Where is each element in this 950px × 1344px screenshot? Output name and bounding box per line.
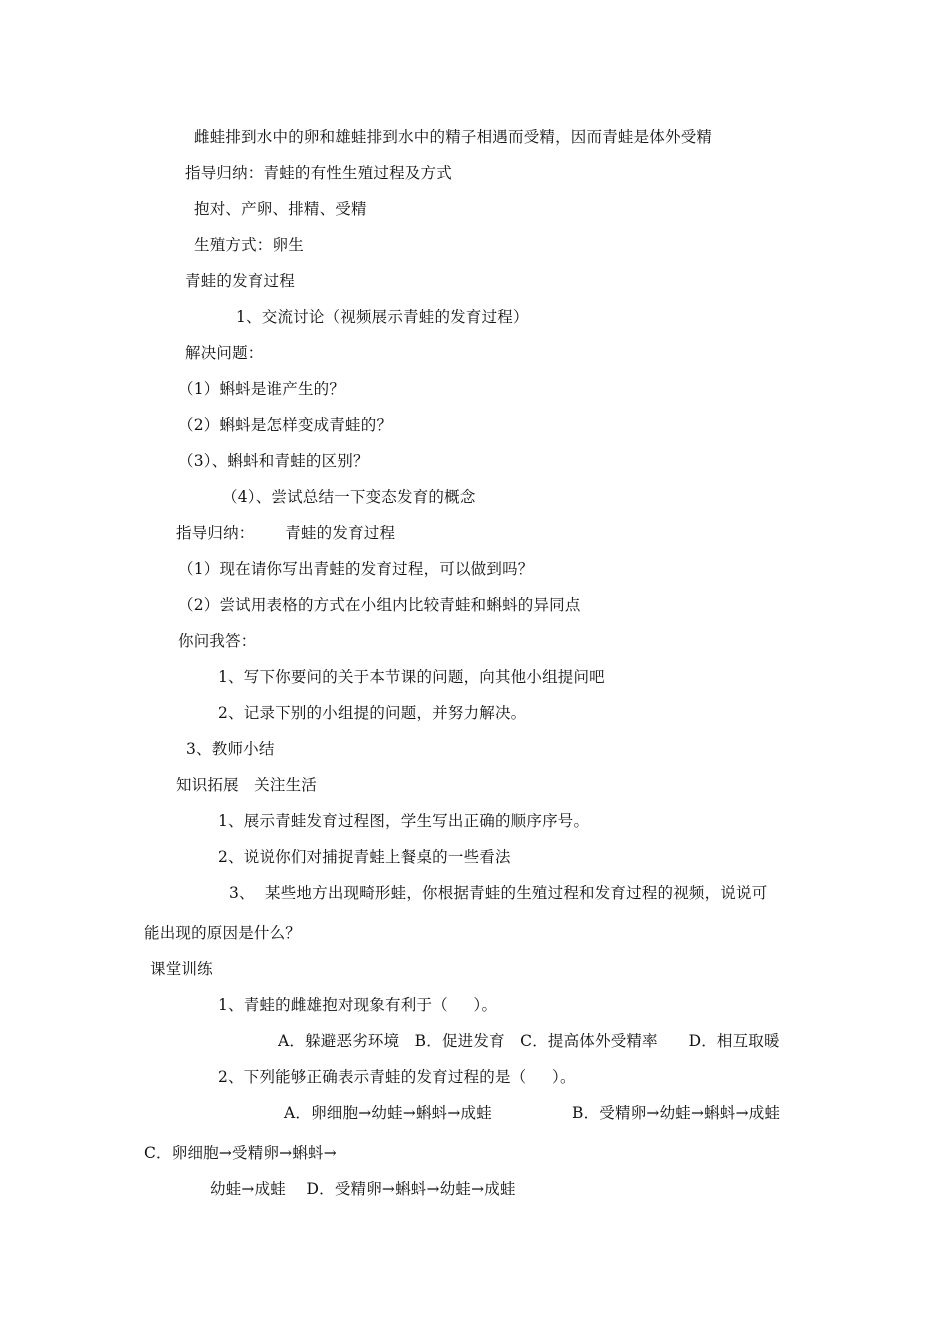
text-line: 解决问题： (185, 344, 264, 362)
text-line: 1、展示青蛙发育过程图，学生写出正确的顺序序号。 (218, 812, 590, 830)
text-line: 知识拓展 关注生活 (176, 776, 317, 794)
text-line: （4）、尝试总结一下变态发育的概念 (222, 488, 476, 506)
text-line: 2、说说你们对捕捉青蛙上餐桌的一些看法 (218, 848, 511, 866)
text-line: （1）现在请你写出青蛙的发育过程，可以做到吗？ (178, 560, 534, 578)
text-line: （2）尝试用表格的方式在小组内比较青蛙和蝌蚪的异同点 (178, 596, 581, 614)
text-line: 青蛙的发育过程 (185, 272, 295, 290)
text-line: 抱对、产卵、排精、受精 (194, 200, 367, 218)
text-line: 课堂训练 (150, 960, 213, 978)
text-line: C．卵细胞→受精卵→蝌蚪→ (144, 1144, 337, 1162)
text-line: （3）、蝌蚪和青蛙的区别？ (178, 452, 369, 470)
text-line: （2）蝌蚪是怎样变成青蛙的？ (178, 416, 393, 434)
text-line: 幼蛙→成蛙 D．受精卵→蝌蚪→幼蛙→成蛙 (210, 1180, 516, 1198)
text-line: 指导归纳：青蛙的有性生殖过程及方式 (185, 164, 452, 182)
text-line: 雌蛙排到水中的卵和雄蛙排到水中的精子相遇而受精，因而青蛙是体外受精 (194, 128, 713, 146)
text-line: 3、教师小结 (186, 740, 275, 758)
text-line: 2、下列能够正确表示青蛙的发育过程的是（ ）。 (218, 1068, 576, 1086)
text-line: A．卵细胞→幼蛙→蝌蚪→成蛙 (284, 1104, 492, 1122)
text-line: 3、 某些地方出现畸形蛙，你根据青蛙的生殖过程和发育过程的视频，说说可 (229, 884, 768, 902)
text-line: 能出现的原因是什么？ (144, 924, 302, 942)
text-line: 指导归纳： 青蛙的发育过程 (176, 524, 396, 542)
text-line: 1、写下你要问的关于本节课的问题，向其他小组提问吧 (218, 668, 605, 686)
text-line: 你问我答： (178, 632, 257, 650)
text-line: B．受精卵→幼蛙→蝌蚪→成蛙 (572, 1104, 781, 1122)
text-line: （1）蝌蚪是谁产生的？ (178, 380, 346, 398)
text-line: 1、青蛙的雌雄抱对现象有利于（ ）。 (218, 996, 498, 1014)
text-line: 1、交流讨论（视频展示青蛙的发育过程） (236, 308, 529, 326)
text-line: 生殖方式：卵生 (194, 236, 304, 254)
text-line: 2、记录下别的小组提的问题，并努力解决。 (218, 704, 527, 722)
text-line: A．躲避恶劣环境 B．促进发育 C．提高体外受精率 D．相互取暖 (278, 1032, 780, 1050)
